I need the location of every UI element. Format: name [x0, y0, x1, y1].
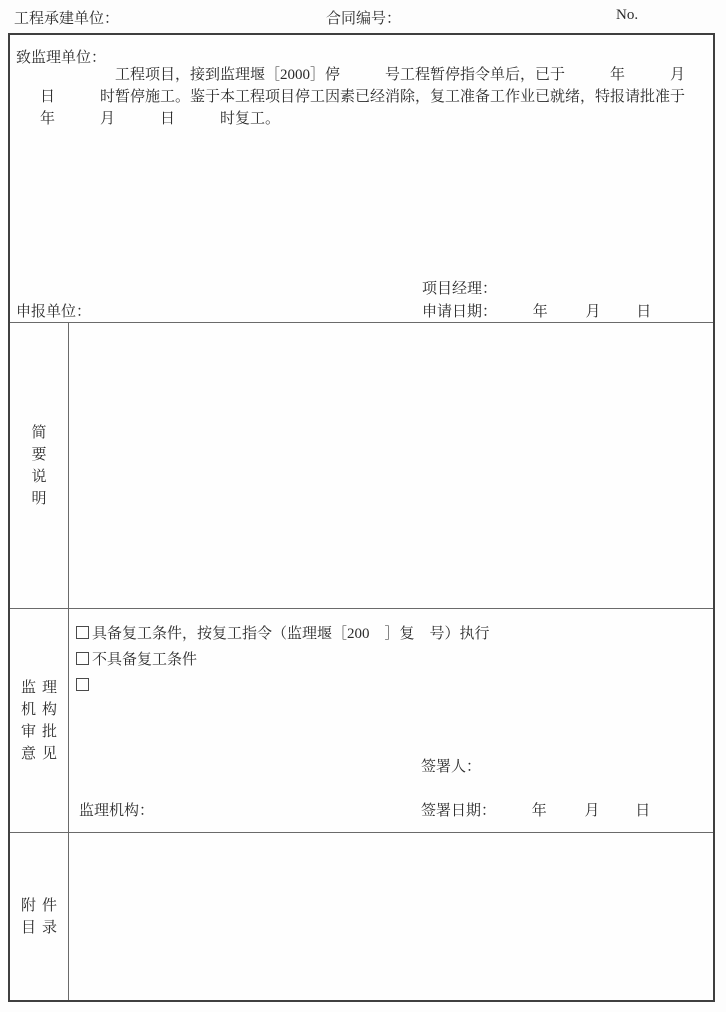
form-table	[10, 323, 713, 1000]
brief-label-char-3: 说	[31, 468, 53, 485]
contract-number-label: 合同编号：	[326, 11, 402, 27]
year-label: 年	[531, 803, 547, 819]
applicant-unit-label: 申报单位：	[16, 304, 92, 320]
supervision-review-row	[10, 609, 713, 833]
brief-description-content	[69, 323, 713, 608]
brief-description-label	[10, 323, 69, 608]
month-label: 月	[585, 304, 601, 320]
contractor-unit-label: 工程承建单位：	[14, 11, 120, 27]
apply-date-line	[422, 300, 651, 321]
reject-resume-checkbox[interactable]	[76, 652, 89, 665]
day-label: 日	[635, 803, 651, 819]
approve-resume-checkbox[interactable]	[76, 626, 89, 639]
review-label-line-1: 监理	[20, 679, 63, 696]
application-body-text	[40, 64, 702, 130]
serial-number-label: No.	[616, 7, 639, 23]
signer-label: 签署人：	[421, 759, 482, 775]
approval-option-row	[76, 619, 490, 645]
brief-label-char-1: 简	[31, 424, 53, 441]
approval-options	[76, 619, 490, 697]
brief-label-char-4: 明	[31, 490, 53, 507]
approval-option-label: 不具备复工条件	[92, 651, 198, 668]
month-label: 月	[584, 803, 600, 819]
supervision-review-label	[10, 609, 69, 832]
application-body-line-2: 日 时暂停施工。鉴于本工程项目停工因素已经消除，复工准备工作业已就绪，特报请批准于	[40, 89, 686, 105]
year-label: 年	[532, 304, 548, 320]
supervision-review-content	[69, 609, 713, 832]
application-body-line-1: 工程项目，接到监理堰［2000］停 号工程暂停指令单后，已于 年 月	[115, 67, 686, 83]
attachments-content	[69, 833, 713, 1000]
project-manager-label: 项目经理：	[422, 281, 498, 297]
apply-date-label: 申请日期：	[422, 304, 498, 320]
sign-date-line	[421, 799, 650, 820]
application-body-line-3: 年 月 日 时复工。	[40, 111, 281, 127]
attachments-row	[10, 833, 713, 1000]
review-label-line-3: 审批	[20, 723, 63, 740]
brief-description-row	[10, 323, 713, 609]
review-label-line-2: 机构	[20, 701, 63, 718]
approval-option-row	[76, 671, 490, 697]
review-label-line-4: 意见	[20, 745, 63, 762]
attachments-label-line-2: 目录	[20, 919, 63, 936]
attachments-label	[10, 833, 69, 1000]
form-header	[0, 7, 726, 31]
approval-option-row	[76, 645, 490, 671]
to-supervision-unit-label: 致监理单位：	[16, 50, 107, 66]
brief-label-char-2: 要	[31, 446, 53, 463]
notice-section	[10, 35, 713, 323]
attachments-label-line-1: 附件	[20, 897, 63, 914]
day-label: 日	[636, 304, 652, 320]
supervision-org-label: 监理机构：	[79, 803, 155, 819]
sign-date-label: 签署日期：	[421, 803, 497, 819]
form-body	[8, 33, 715, 1002]
approval-option-label: 具备复工条件，按复工指令（监理堰［200 ］复 号）执行	[92, 625, 490, 642]
other-option-checkbox[interactable]	[76, 678, 89, 691]
